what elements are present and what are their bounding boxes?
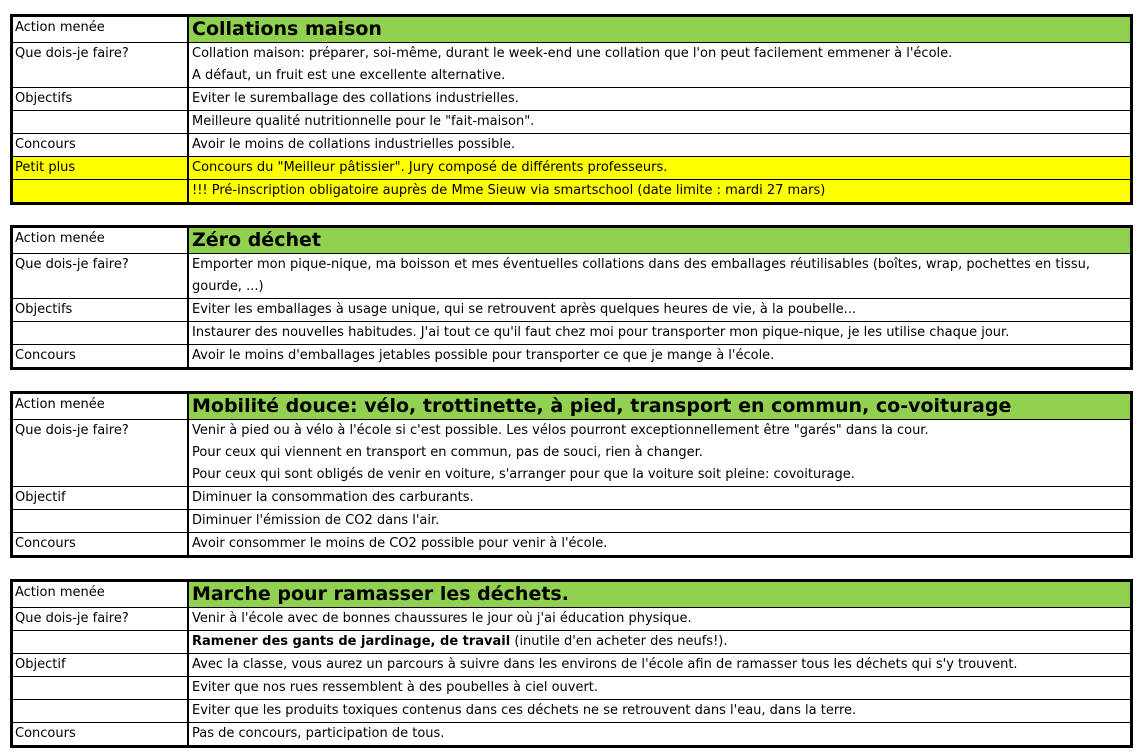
what-text [189, 420, 1130, 486]
what-line: Collation maison: préparer, soi-même, durant le week-end une collation que l'on peut facilement emmener à l'école. [192, 46, 953, 61]
label-goals: Objectifs [13, 299, 189, 321]
what-text: Emporter mon pique-nique, ma boisson et mes éventuelles collations dans des emballages réutilisables (boîtes, wrap, pochettes en tissu, gourde, ...) [192, 257, 1091, 294]
row-contest [13, 133, 1130, 156]
what-rest-text: (inutile d'en acheter des neufs!). [510, 634, 728, 649]
goal-line: Eviter que les produits toxiques contenus dans ces déchets ne se retrouvent dans l'eau, dans la terre. [192, 703, 857, 718]
goal-line: Meilleure qualité nutritionnelle pour le "fait-maison". [192, 114, 535, 129]
row-what [13, 253, 1130, 298]
label-action: Action menée [13, 394, 189, 419]
row-what-cont [13, 630, 1130, 653]
label-empty [13, 677, 189, 699]
label-contest: Concours [13, 134, 189, 156]
what-bold-text: Ramener des gants de jardinage, de travail [192, 634, 511, 649]
row-goals-cont [13, 110, 1130, 133]
goal-line: Eviter que nos rues ressemblent à des poubelles à ciel ouvert. [192, 680, 599, 695]
row-goals-cont [13, 509, 1130, 532]
label-empty [13, 322, 189, 344]
action-title: Collations maison [189, 17, 1130, 42]
label-action: Action menée [13, 17, 189, 42]
action-block-collations [10, 14, 1133, 205]
row-extra [13, 156, 1130, 179]
row-action [13, 582, 1130, 607]
action-title: Marche pour ramasser les déchets. [189, 582, 1130, 607]
label-contest: Concours [13, 345, 189, 367]
label-goals: Objectif [13, 487, 189, 509]
row-goals-cont [13, 321, 1130, 344]
row-contest [13, 344, 1130, 367]
label-empty [13, 510, 189, 532]
label-goals: Objectifs [13, 88, 189, 110]
row-goals [13, 298, 1130, 321]
label-what: Que dois-je faire? [13, 43, 189, 87]
goal-line: Instaurer des nouvelles habitudes. J'ai tout ce qu'il faut chez moi pour transporter mon pique-nique, je les utilise chaque jour. [192, 325, 1010, 340]
label-action: Action menée [13, 228, 189, 253]
what-line: Venir à l'école avec de bonnes chaussures le jour où j'ai éducation physique. [192, 611, 692, 626]
row-contest [13, 722, 1130, 745]
action-title: Mobilité douce: vélo, trottinette, à pied, transport en commun, co-voiturage [189, 394, 1130, 419]
row-goals-cont [13, 699, 1130, 722]
action-block-marche [10, 579, 1133, 748]
label-what: Que dois-je faire? [13, 420, 189, 486]
row-what [13, 42, 1130, 87]
what-text [189, 43, 1130, 87]
row-what [13, 607, 1130, 630]
row-goals-cont [13, 676, 1130, 699]
label-goals: Objectif [13, 654, 189, 676]
what-line: A défaut, un fruit est une excellente alternative. [192, 68, 506, 83]
goal-line: Eviter les emballages à usage unique, qui se retrouvent après quelques heures de vie, à la poubelle... [192, 302, 857, 317]
row-goals [13, 486, 1130, 509]
row-contest [13, 532, 1130, 555]
goal-line: Diminuer la consommation des carburants. [192, 490, 474, 505]
label-action: Action menée [13, 582, 189, 607]
row-goals [13, 87, 1130, 110]
label-empty [13, 631, 189, 653]
what-line: Pour ceux qui viennent en transport en commun, pas de souci, rien à changer. [192, 445, 703, 460]
label-contest: Concours [13, 723, 189, 745]
what-line: Venir à pied ou à vélo à l'école si c'est possible. Les vélos pourront exceptionnellement être "garés" dans la cour. [192, 423, 929, 438]
row-action [13, 394, 1130, 419]
what-line: Pour ceux qui sont obligés de venir en voiture, s'arranger pour que la voiture soit pleine: covoiturage. [192, 467, 855, 482]
contest-text: Avoir le moins de collations industrielles possible. [192, 137, 516, 152]
label-empty [13, 111, 189, 133]
label-empty [13, 700, 189, 722]
extra-line: Concours du "Meilleur pâtissier". Jury composé de différents professeurs. [189, 157, 1130, 179]
contest-text: Avoir le moins d'emballages jetables possible pour transporter ce que je mange à l'école. [192, 348, 775, 363]
row-action [13, 17, 1130, 42]
label-empty [13, 180, 189, 202]
action-block-zero-dechet [10, 225, 1133, 370]
row-action [13, 228, 1130, 253]
row-what [13, 419, 1130, 486]
row-goals [13, 653, 1130, 676]
what-line [189, 631, 1130, 653]
label-extra: Petit plus [13, 157, 189, 179]
goal-line: Diminuer l'émission de CO2 dans l'air. [192, 513, 440, 528]
extra-line: !!! Pré-inscription obligatoire auprès de Mme Sieuw via smartschool (date limite : mardi 27 mars) [189, 180, 1130, 202]
label-contest: Concours [13, 533, 189, 555]
contest-text: Pas de concours, participation de tous. [192, 726, 445, 741]
action-title: Zéro déchet [189, 228, 1130, 253]
goal-line: Avec la classe, vous aurez un parcours à suivre dans les environs de l'école afin de ramasser tous les déchets qui s'y trouvent. [192, 657, 1018, 672]
goal-line: Eviter le suremballage des collations industrielles. [192, 91, 519, 106]
label-what: Que dois-je faire? [13, 254, 189, 298]
label-what: Que dois-je faire? [13, 608, 189, 630]
action-block-mobilite [10, 391, 1133, 558]
row-extra-cont [13, 179, 1130, 202]
contest-text: Avoir consommer le moins de CO2 possible pour venir à l'école. [192, 536, 608, 551]
